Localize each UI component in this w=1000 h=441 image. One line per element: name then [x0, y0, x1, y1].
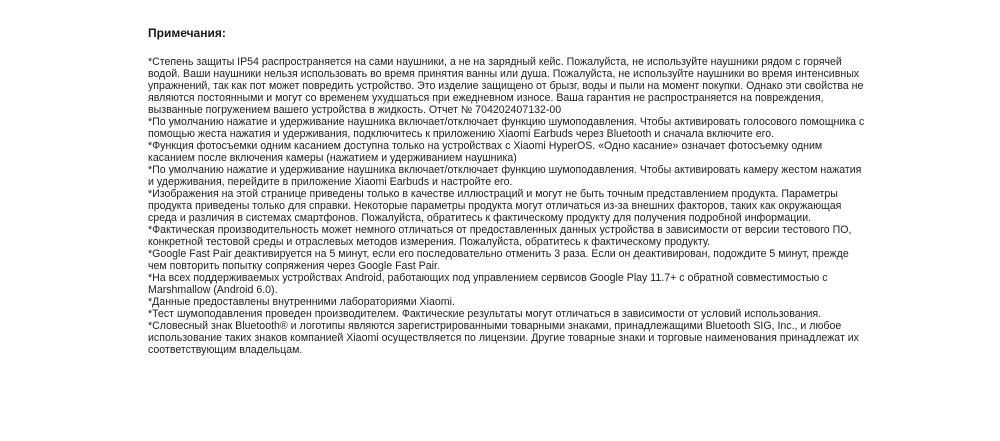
- note-lab-data: *Данные предоставлены внутренними лабораториями Xiaomi.: [148, 296, 455, 308]
- notes-list: [148, 56, 868, 356]
- note-ip54: *Степень защиты IP54 распространяется на сами наушники, а не на зарядный кейс. Пожалуйста, не используйте наушники рядом с горячей водой. Ваши наушники нельзя использовать во время принятия ванны или душа. Пожалуйста, не используйте наушники во время интенсивных упражнений, так как пот может повредить устройство. Это изделие защищено от брызг, воды и пыли на момент покупки. Однако эти свойства не являются постоянными и могут со временем ухудшаться при ежедневном износе. Ваша гарантия не распространяется на повреждения, вызванные погружением вашего устройства в жидкость. Отчет № 704202407132-00: [148, 56, 864, 116]
- note-voice-assistant: *По умолчанию нажатие и удерживание наушника включает/отключает функцию шумоподавления. Чтобы активировать голосового помощника с помощью жеста нажатия и удерживания, подключитесь к приложению Xiaomi Earbuds через Bluetooth и сначала включите его.: [148, 116, 865, 140]
- note-bluetooth-trademark: *Словесный знак Bluetooth® и логотипы являются зарегистрированными товарными знаками, принадлежащими Bluetooth SIG, Inc., и любое использование таких знаков компанией Xiaomi осуществляется по лицензии. Другие товарные знаки и торговые наименования принадлежат их соответствующим владельцам.: [148, 320, 859, 356]
- note-images-disclaimer: *Изображения на этой странице приведены только в качестве иллюстраций и могут не быть точным представлением продукта. Параметры продукта приведены только для справки. Некоторые параметры продукта могут отличаться из-за внешних факторов, таких как окружающая среда и различия в системах смартфонов. Пожалуйста, обратитесь к фактическому продукту для получения подробной информации.: [148, 188, 842, 224]
- note-anc-test: *Тест шумоподавления проведен производителем. Фактические результаты могут отличаться в зависимости от условий использования.: [148, 308, 822, 320]
- note-one-touch-photo: *Функция фотосъемки одним касанием доступна только на устройствах с Xiaomi HyperOS. «Одно касание» означает фотосъемку одним касанием после включения камеры (нажатием и удерживанием наушника): [148, 140, 823, 164]
- note-performance: *Фактическая производительность может немного отличаться от предоставленных данных устройства в зависимости от версии тестового ПО, конкретной тестовой среды и отраслевых методов измерения. Пожалуйста, обратитесь к фактическому продукту.: [148, 224, 852, 248]
- note-android-support: *На всех поддерживаемых устройствах Android, работающих под управлением сервисов Google Play 11.7+ с обратной совместимостью с Marshmallow (Android 6.0).: [148, 272, 828, 296]
- note-google-fast-pair: *Google Fast Pair деактивируется на 5 минут, если его последовательно отменить 3 раза. Если он деактивирован, подождите 5 минут, прежде чем повторить попытку сопряжения через Google Fast Pair.: [148, 248, 849, 272]
- notes-title: Примечания:: [148, 26, 226, 40]
- note-camera-gesture: *По умолчанию нажатие и удерживание наушника включает/отключает функцию шумоподавления. Чтобы активировать камеру жестом нажатия и удерживания, перейдите в приложение Xiaomi Earbuds и настройте его.: [148, 164, 862, 188]
